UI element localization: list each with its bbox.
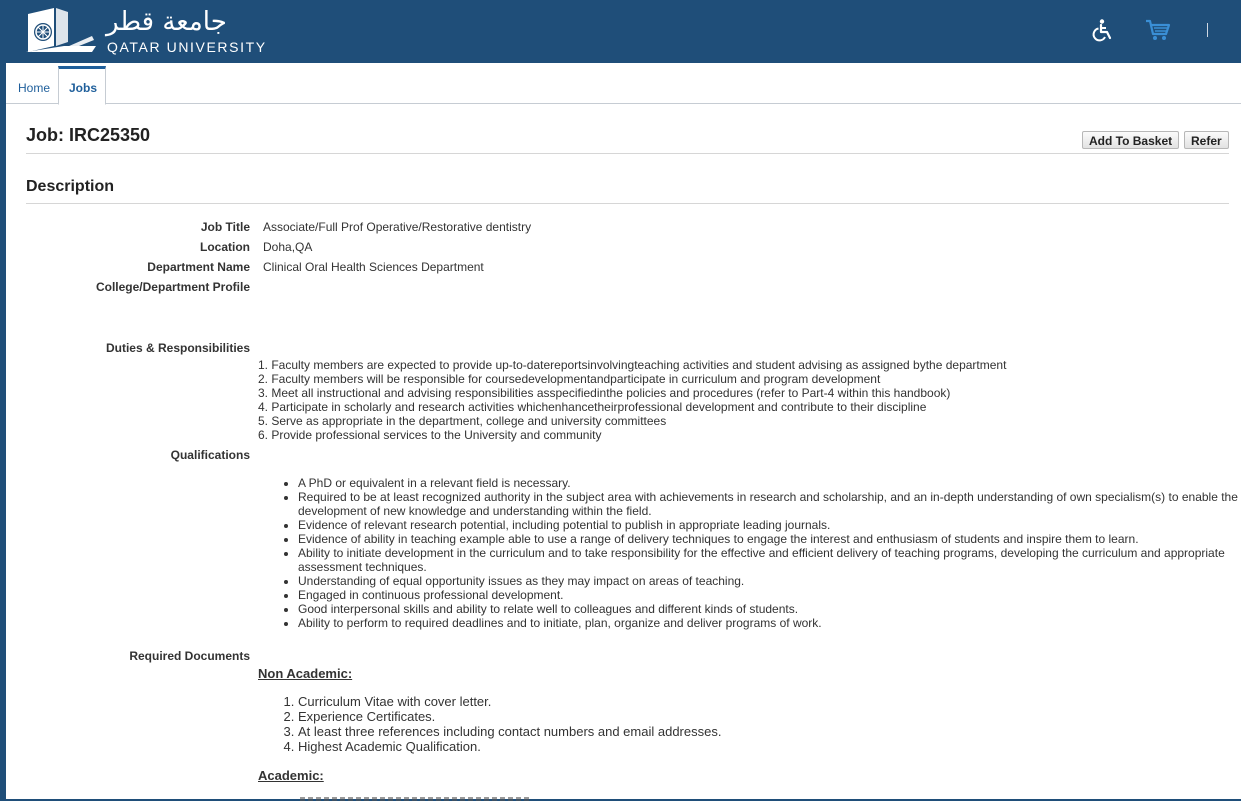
list-item: 2. Faculty members will be responsible for coursedevelopmentandparticipate in curriculum and program development [258,372,881,386]
job-title-value: Associate/Full Prof Operative/Restorative dentistry [263,220,532,234]
profile-label: College/Department Profile [95,280,250,294]
location-label: Location [200,240,250,254]
list-item: • Evidence of relevant research potential, including potential to publish in appropriate leading journals. [298,518,1241,532]
tab-home[interactable]: Home [18,81,51,95]
list-item: 3. At least three references including contact numbers and email addresses. [298,724,721,739]
department-label: Department Name [147,260,250,274]
job-title-label: Job Title [200,220,250,234]
list-item: 6. Provide professional services to the University and community [258,428,602,442]
qatar-university-logo[interactable] [24,6,267,56]
refer-button[interactable]: Refer [1184,131,1229,149]
list-item: • Ability to initiate development in the curriculum and to take responsibility for the effective and efficient delivery of teaching programs, developing the curriculum and appropriate assessment techniques. [298,546,1241,574]
cart-icon[interactable] [1145,18,1171,42]
department-value: Clinical Oral Health Sciences Department [263,260,484,274]
list-item: 1. Faculty members are expected to provide up-to-datereportsinvolvingteaching activities and student advising as assigned bythe department [258,358,1007,372]
duties-list [258,358,1006,442]
clipped-list-item [300,797,530,801]
list-item: 1. Curriculum Vitae with cover letter. [298,694,721,709]
tab-jobs[interactable]: Jobs [58,66,106,105]
list-item: • Engaged in continuous professional development. [298,588,1241,602]
section-divider [26,203,1229,204]
tab-bar [6,63,1241,104]
qualifications-list [281,476,1241,630]
list-item: 2. Experience Certificates. [298,709,721,724]
header-divider [1207,23,1208,37]
academic-heading: Academic: [258,768,324,783]
site-header [0,0,1241,63]
university-emblem-icon [24,6,96,54]
qualifications-label: Qualifications [170,448,250,462]
non-academic-heading: Non Academic: [258,666,353,681]
accessibility-icon[interactable] [1090,18,1114,42]
list-item: • Required to be at least recognized authority in the subject area with achievements in research and scholarship, and an in-depth understanding of own specialism(s) to enable the development of new knowledge and understanding within the field. [298,490,1241,518]
list-item: 3. Meet all instructional and advising responsibilities asspecifiedinthe policies and procedures (refer to Part-4 within this handbook) [258,386,951,400]
list-item: • Evidence of ability in teaching example able to use a range of delivery techniques to engage the interest and enthusiasm of students and inspire them to learn. [298,532,1241,546]
page-title: Job: IRC25350 [26,125,151,145]
list-item: 5. Serve as appropriate in the department, college and university committees [258,414,667,428]
title-divider [26,153,1229,154]
content-pane [6,63,1241,799]
list-item: • Good interpersonal skills and ability to relate well to colleagues and different kinds of students. [298,602,1241,616]
non-academic-docs-list [280,694,721,754]
location-value: Doha,QA [263,240,313,254]
add-to-basket-button[interactable]: Add To Basket [1082,131,1179,149]
logo-arabic-text: جامعة قطر [106,7,227,37]
required-documents-label: Required Documents [129,649,250,663]
list-item: • Ability to perform to required deadlines and to initiate, plan, organize and deliver programs of work. [298,616,1241,630]
logo-english-text: QATAR UNIVERSITY [107,39,267,55]
list-item: • Understanding of equal opportunity issues as they may impact on areas of teaching. [298,574,1241,588]
section-heading-description: Description [26,178,115,195]
list-item: 4. Highest Academic Qualification. [298,739,721,754]
list-item: 4. Participate in scholarly and research activities whichenhancetheirprofessional development and contribute to their discipline [258,400,927,414]
list-item: • A PhD or equivalent in a relevant field is necessary. [298,476,1241,490]
duties-label: Duties & Responsibilities [105,341,250,355]
